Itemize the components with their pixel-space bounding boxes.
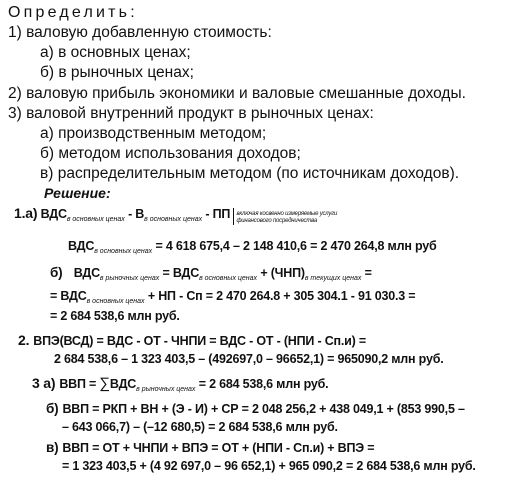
step-3b-label: б) [46,401,59,416]
sum-symbol: ∑ [99,375,110,392]
step-2-line-2: 2 684 538,6 – 1 323 403,5 – (492697,0 – 96652,1) = 965090,2 млн руб. [54,352,444,366]
step-1a-formula: 1.а) $ВДС_{в основных ценах} - В_{в основных ценах}$ - ПП включая косвенно измеряемые услуги финансового посредничества [14,206,364,225]
step-3c-line-1: в) ВВП = ОТ + ЧНПИ + ВПЭ = ОТ + (НПИ - Сп.и) + ВПЭ = [46,440,375,455]
task-line-1: 1) валовую добавленную стоимость: [8,24,272,41]
step-1a-calc: $ВДС_{в основных ценах} = 4$ 618 675,4 – 2 148 410,6 = 2 470 264,8 млн руб [68,239,437,255]
step-3c-label: в) [46,440,59,455]
step-1b-line-2: = $ВДС_{в основных ценах}$ + НП - Сп = 2 470 264.8 + 305 304.1 - 91 030.3 = [50,289,416,305]
step-3a-label: 3 а) [32,375,56,391]
step-3a-formula: 3 а) ВВП = $\sum ВДС_{в рыночных ценах} = 2$ 684 538,6 млн руб. [32,375,329,393]
step-2-label: 2. [18,332,30,348]
solution-heading: Решение: [44,185,111,201]
task-line-2: 2) валовую прибыль экономики и валовые смешанные доходы. [8,85,466,102]
step-3b-line-1: б) ВВП = РКП + ВН + (Э - И) + СР = 2 048 256,2 + 438 049,1 + (853 990,5 – [46,401,465,416]
task-line-1b: б) в рыночных ценах; [40,64,194,81]
step-1b-line-3: = 2 684 538,6 млн руб. [50,309,180,323]
step-2-line-1: 2. ВПЭ(ВСД) = ВДС - ОТ - ЧНПИ = ВДС - ОТ - (НПИ - Сп.и) = [18,332,366,348]
task-line-3b: б) методом использования доходов; [40,145,301,162]
task-line-3a: а) производственным методом; [40,125,267,142]
task-line-3: 3) валовой внутренний продукт в рыночных ценах: [8,105,374,122]
step-1b-line-1: б) $ВДС_{в рыночных ценах} = ВДС_{в основных ценах} + (ЧНП)_{в текущих ценах}$ = [50,265,372,282]
step-1a-label: 1.а) [14,205,38,221]
step-3b-line-2: – 643 066,7) – (–12 680,5) = 2 684 538,6 млн руб. [62,420,338,434]
task-line-1a: а) в основных ценах; [40,44,191,61]
pp-note: включая косвенно измеряемые услуги финансового посредничества [236,211,338,224]
task-line-3c: в) распределительным методом (по источникам доходов). [40,165,460,182]
step-3c-line-2: = 1 323 403,5 + (4 92 697,0 – 96 652,1) + 965 090,2 = 2 684 538,6 млн руб. [62,459,476,473]
step-1b-label: б) [50,265,63,280]
task-title: Определить: [8,4,138,21]
